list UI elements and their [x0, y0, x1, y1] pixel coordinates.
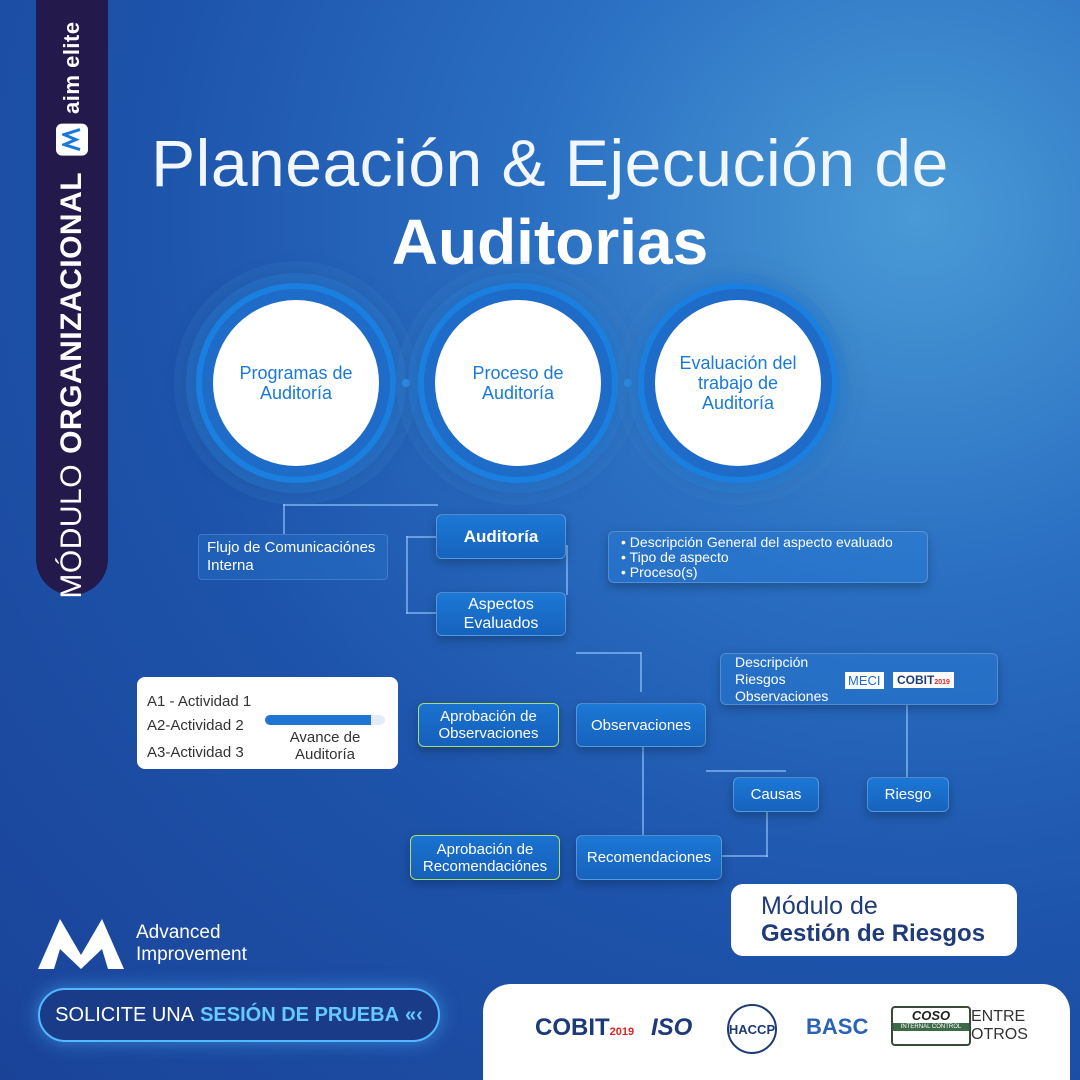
company-name-line1: Advanced [136, 922, 221, 943]
activity-row: A2-Actividad 2 [147, 717, 244, 734]
risk-module-badge[interactable] [731, 884, 1017, 956]
aspect-detail-item: • Descripción General del aspecto evaluado [621, 533, 893, 550]
chevrons-left-icon: «‹ [405, 1003, 423, 1026]
obs-detail-item: Riesgos [735, 670, 786, 687]
aim-logo-icon [56, 124, 88, 156]
risk-module-line1: Módulo de [761, 892, 878, 920]
obs-detail-item: Descripción [735, 653, 809, 670]
circle-evaluacion[interactable] [638, 283, 838, 483]
entre-otros-label: ENTRE OTROS [971, 1008, 1028, 1043]
recomendaciones-box[interactable]: Recomendaciones [576, 835, 722, 880]
obs-detail-item: Observaciones [735, 687, 829, 704]
aprobacion-observaciones-box[interactable]: Aprobación de Observaciones [418, 703, 559, 747]
page-title-line2: Auditorias [391, 206, 709, 278]
circle-programas[interactable] [196, 283, 396, 483]
cobit-small-logo: COBIT2019 [893, 672, 954, 688]
riesgo-box[interactable]: Riesgo [867, 777, 949, 812]
observaciones-box[interactable]: Observaciones [576, 703, 706, 747]
auditoria-box[interactable]: Auditoría [436, 514, 566, 559]
aspect-detail-item: • Tipo de aspecto [621, 548, 729, 565]
advanced-improvement-logo-icon [36, 915, 126, 976]
aim-elite-brand: aim elite [59, 21, 84, 114]
aspect-details-box [608, 531, 928, 583]
module-label-regular: MÓDULO [55, 463, 88, 599]
flujo-box[interactable]: Flujo de Comunicaciónes Interna [198, 534, 388, 580]
basc-logo: BASC [806, 1014, 869, 1039]
coso-logo: COSO INTERNAL CONTROL [891, 1006, 971, 1046]
iso-logo: ISO [651, 1014, 693, 1041]
aprobacion-recomendaciones-box[interactable]: Aprobación de Recomendaciónes [410, 835, 560, 880]
progress-card [137, 677, 398, 769]
meci-logo: MECI [845, 672, 884, 689]
connector-dot [402, 379, 410, 387]
progress-fill [265, 715, 371, 725]
cobit-logo: COBIT2019 [535, 1014, 635, 1041]
activity-row: A1 - Actividad 1 [147, 693, 252, 710]
observation-details-box [720, 653, 998, 705]
activity-row: A3-Actividad 3 [147, 744, 244, 761]
haccp-logo: HACCP [727, 1004, 777, 1054]
connector-dot [624, 379, 632, 387]
circle-label: Evaluación del trabajo de Auditoría [655, 300, 821, 466]
company-name [136, 922, 247, 966]
aspectos-box[interactable]: Aspectos Evaluados [436, 592, 566, 636]
page-title-line1: Planeación & Ejecución de [151, 126, 949, 200]
trial-session-button[interactable] [38, 988, 440, 1042]
module-label-bold: ORGANIZACIONAL [55, 171, 88, 454]
circle-proceso[interactable] [418, 283, 618, 483]
progress-label: Avance de Auditoría [289, 729, 361, 763]
company-name-line2: Improvement [136, 944, 247, 965]
aspect-detail-item: • Proceso(s) [621, 563, 698, 580]
circle-label: Proceso de Auditoría [435, 300, 601, 466]
risk-module-line2: Gestión de Riesgos [761, 920, 986, 947]
causas-box[interactable]: Causas [733, 777, 819, 812]
circle-label: Programas de Auditoría [213, 300, 379, 466]
certification-logos [483, 984, 1070, 1080]
module-vertical-label [55, 21, 89, 598]
progress-bar [265, 715, 385, 725]
cta-prefix: SOLICITE UNA [55, 1003, 195, 1026]
cta-highlight: SESIÓN DE PRUEBA [200, 1003, 400, 1026]
